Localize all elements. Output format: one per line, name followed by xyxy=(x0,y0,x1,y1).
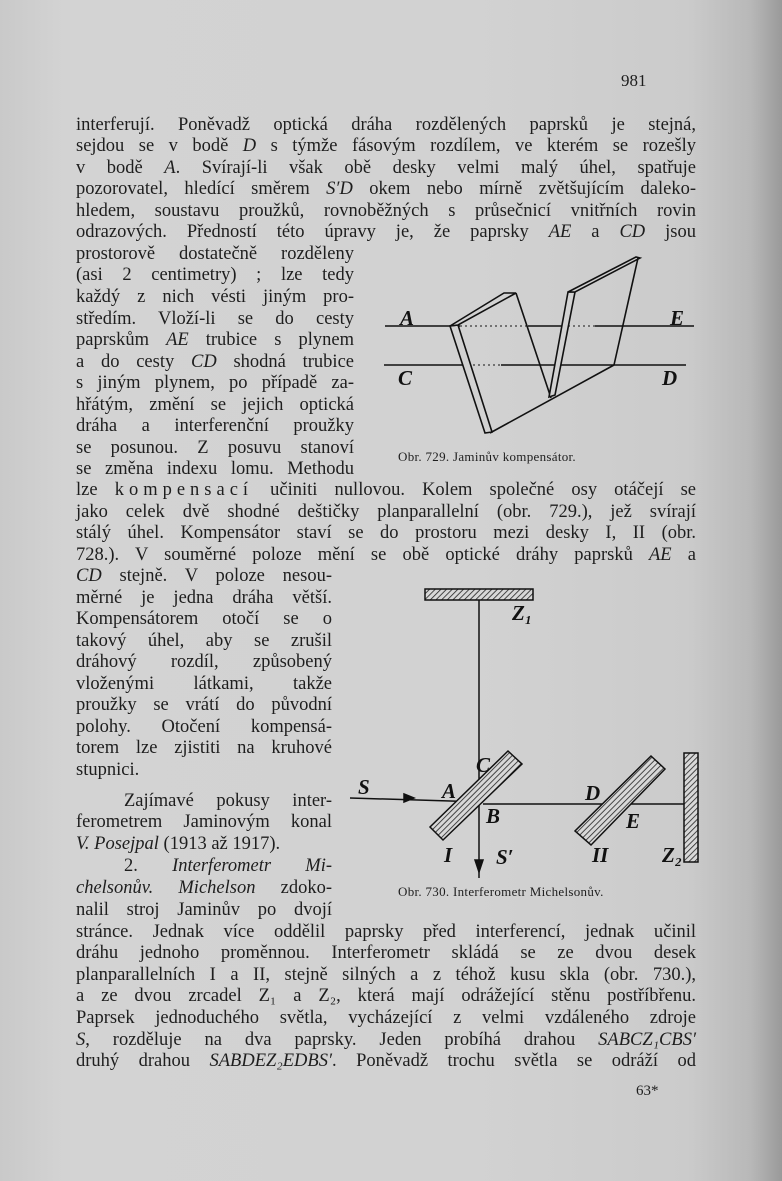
italic-text: A xyxy=(164,158,176,178)
text-segment: torem lze zjistiti na kruhové xyxy=(76,738,332,758)
text-segment: měrné je jedna dráha větší. xyxy=(76,588,332,608)
text-segment: takový úhel, aby se zrušil xyxy=(76,631,332,651)
text-segment: dráhový rozdíl, způsobený xyxy=(76,652,332,672)
page-number: 981 xyxy=(621,71,647,90)
fig729-label-c: C xyxy=(398,366,413,390)
figure-730-michelson-interferometer xyxy=(350,589,698,878)
fig729-label-d: D xyxy=(662,366,678,390)
text-segment: zdoko- xyxy=(255,878,332,898)
italic-text: AE xyxy=(649,545,672,565)
text-segment: Kompensátorem otočí se o xyxy=(76,609,332,629)
plate-right xyxy=(549,292,575,397)
italic-text: chelsonův. Michelson xyxy=(76,878,256,898)
text-segment: dráhu jednoho proměnnou. Interferometr skládá se ze dvou desek xyxy=(76,943,696,963)
fig730-label-i: I xyxy=(444,843,453,867)
fig729-label-a: A xyxy=(400,306,415,330)
signature-mark: 63* xyxy=(636,1083,659,1099)
text-segment: interferují. Poněvadž optická dráha rozdělených paprsků je stejná, xyxy=(76,115,696,135)
fig730-label-c: C xyxy=(476,753,491,777)
text-segment: a xyxy=(671,545,696,565)
text-segment: stupnici. xyxy=(76,760,140,780)
text-segment: druhý drahou xyxy=(76,1051,210,1071)
fig730-label-b: B xyxy=(486,804,501,828)
text-segment: shodná trubice xyxy=(216,352,354,372)
text-segment: jako celek dvě shodné deštičky planparallelní (obr. 729.), jež svírají xyxy=(76,502,696,522)
italic-text: V. Posejpal xyxy=(76,834,159,854)
text-segment: . Svírají-li však obě desky velmi malý úhel, spatřuje xyxy=(175,158,697,178)
text-segment: stránce. Jednak více oddělil paprsky před interferencí, jednak učinil xyxy=(76,922,696,942)
text-segment: lze xyxy=(76,480,115,500)
text-segment: s jiným plynem, po případě za- xyxy=(76,373,354,393)
text-segment: každý z nich vésti jiným pro- xyxy=(76,287,354,307)
fig730-label-d: D xyxy=(585,781,601,805)
italic-text: SABCZ₁CBS′ xyxy=(598,1030,696,1050)
text-segment: odrazových. Předností této úpravy je, že paprsky xyxy=(76,222,549,242)
text-segment: učiniti nullovou. Kolem společné osy otáčejí se xyxy=(253,480,697,500)
text-segment: Paprsek jednoduchého světla, vycházející z velmi vzdáleného zdroje xyxy=(76,1008,696,1028)
text-segment: paprskům xyxy=(76,330,167,350)
text-segment: a xyxy=(571,222,620,242)
text-segment: jsou xyxy=(645,222,696,242)
text-segment: sejdou se v bodě xyxy=(76,136,243,156)
italic-text: S′D xyxy=(326,179,353,199)
text-segment: pozorovatel, hledící směrem xyxy=(76,179,327,199)
text-segment: Zajímavé pokusy inter- xyxy=(124,791,332,811)
text-segment: proužky se vrátí do původní xyxy=(76,695,332,715)
text-segment: středím. Vloží-li se do cesty xyxy=(76,309,354,329)
italic-text: SABDEZ₂EDBS′ xyxy=(209,1051,332,1071)
text-segment: v bodě xyxy=(76,158,165,178)
text-segment: a ze dvou zrcadel Z₁ a Z₂, která mají odrážející stěnu postříbřenu. xyxy=(76,986,696,1006)
text-segment: stejně. V poloze nesou- xyxy=(101,566,332,586)
italic-text: AE xyxy=(166,330,189,350)
italic-text: D xyxy=(242,136,257,156)
text-segment: , rozděluje na dva paprsky. Jeden probíhá drahou xyxy=(85,1030,599,1050)
text-segment: . Poněvadž trochu světla se odráží od xyxy=(332,1051,696,1071)
text-segment: dráha a interferenční proužky xyxy=(76,416,354,436)
text-segment: hledem, soustavu proužků, rovnoběžných s průsečnicí vnitřních rovin xyxy=(76,201,696,221)
text-segment: planparallelních I a II, stejně silných a z téhož kusu skla (obr. 730.), xyxy=(76,965,696,985)
text-segment: (1913 až 1917). xyxy=(158,834,281,854)
text-segment: hřátým, změní se jejich optická xyxy=(76,395,354,415)
text-segment: s týmže fásovým rozdílem, ve kterém se rozešly xyxy=(256,136,696,156)
fig730-label-a: A xyxy=(442,779,457,803)
figure-729-caption: Obr. 729. Jaminův kompensátor. xyxy=(398,449,576,464)
fig730-label-ii: II xyxy=(592,843,609,867)
fig730-label-e: E xyxy=(626,809,641,833)
text-segment: 2. xyxy=(124,856,173,876)
italic-text: Interferometr Mi- xyxy=(172,856,333,876)
spaced-text: kompensací xyxy=(114,480,254,500)
plate-left xyxy=(450,325,492,433)
text-segment: polohy. Otočení kompensá- xyxy=(76,717,332,737)
italic-text: CD xyxy=(191,352,217,372)
text-segment: (asi 2 centimetry) ; lze tedy xyxy=(76,265,354,285)
italic-text: S xyxy=(76,1030,86,1050)
text-segment: ferometrem Jaminovým konal xyxy=(76,812,332,832)
italic-text: CD xyxy=(619,222,646,242)
fig730-label-z2: Z₂ xyxy=(662,843,683,867)
fig729-label-e: E xyxy=(670,306,685,330)
text-segment: a do cesty xyxy=(76,352,191,372)
figure-730-caption: Obr. 730. Interferometr Michelsonův. xyxy=(398,884,604,899)
mirror-z2 xyxy=(684,753,698,862)
italic-text: AE xyxy=(548,222,572,242)
text-segment: okem nebo mírně zvětšujícím daleko- xyxy=(352,179,696,199)
italic-text: CD xyxy=(76,566,102,586)
text-segment: 728.). V souměrné poloze mění se obě optické dráhy paprsků xyxy=(76,545,649,565)
mirror-z1 xyxy=(425,589,533,600)
text-segment: prostorově dostatečně rozděleny xyxy=(76,244,354,264)
fig730-label-s-prime: S′ xyxy=(496,845,514,869)
text-segment: nalil stroj Jaminův po dvojí xyxy=(76,900,332,920)
fig730-label-s: S xyxy=(358,775,370,799)
text-segment: se změna indexu lomu. Methodu xyxy=(76,459,354,479)
text-segment: se posunou. Z posuvu stanoví xyxy=(76,438,354,458)
text-segment: trubice s plynem xyxy=(188,330,354,350)
text-segment: stálý úhel. Kompensátor staví se do prostoru mezi desky I, II (obr. xyxy=(76,523,696,543)
text-segment: vloženými látkami, takže xyxy=(76,674,332,694)
fig730-label-z1: Z₁ xyxy=(512,601,533,625)
